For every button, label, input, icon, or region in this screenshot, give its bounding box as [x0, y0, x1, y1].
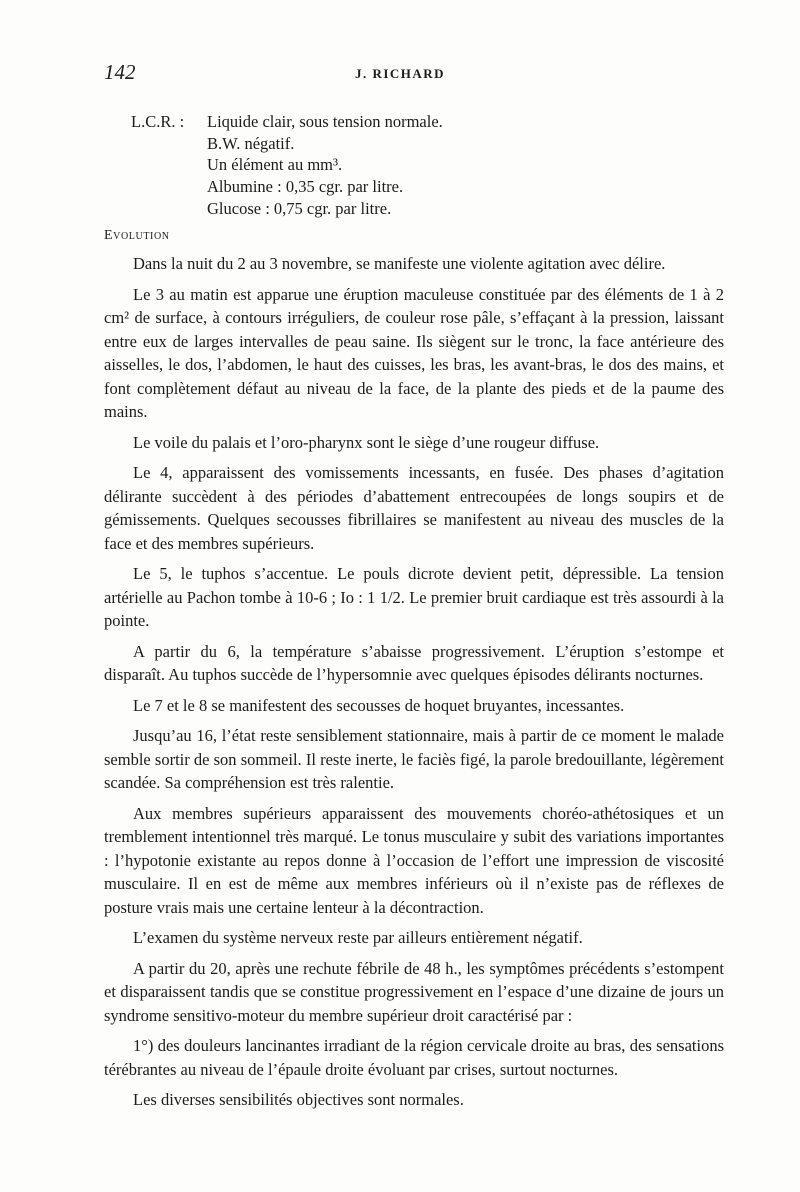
paragraph: Le 3 au matin est apparue une éruption maculeuse constituée par des éléments de 1 à 2 cm² de surface, à contours irréguliers, de couleur rose pâle, s’effaçant à la pression, laissant entre eux de larges intervalles de peau saine. Ils siègent sur le tronc, la face antérieure des aisselles, le dos, l’abdomen, le haut des cuisses, les bras, les avant-bras, le dos des mains, et font complètement défaut au niveau de la face, de la plante des pieds et de la paume des mains.: [104, 284, 724, 421]
lcr-line: Albumine : 0,35 cgr. par litre.: [207, 177, 404, 197]
paragraph: Aux membres supérieurs apparaissent des mouvements choréo-athétosiques et un tremblement intentionnel très marqué. Le tonus musculaire y subit des variations importantes : l’hypotonie existante au repos donne à l’occasion de l’effort une impression de viscosité musculaire. Il en est de même aux membres inférieurs où il n’existe pas de réflexes de posture vrais mais une certaine lenteur à la décontraction.: [104, 803, 724, 917]
page-number: 142: [104, 60, 136, 84]
paragraph: Le voile du palais et l’oro-pharynx sont le siège d’une rougeur diffuse.: [133, 432, 600, 452]
body-text: [104, 252, 724, 1119]
paragraph: Jusqu’au 16, l’état reste sensiblement stationnaire, mais à partir de ce moment le malade semble sortir de son sommeil. Il reste inerte, le faciès figé, la parole bredouillante, légèrement scandée. Sa compréhension est très ralentie.: [104, 726, 724, 792]
paragraph: Le 7 et le 8 se manifestent des secousses de hoquet bruyantes, incessantes.: [133, 695, 625, 715]
paragraph: Le 5, le tuphos s’accentue. Le pouls dicrote devient petit, dépressible. La tension artérielle au Pachon tombe à 10-6 ; Io : 1 1/2. Le premier bruit cardiaque est très assourdi à la pointe.: [104, 564, 724, 630]
paragraph: 1°) des douleurs lancinantes irradiant de la région cervicale droite au bras, des sensations térébrantes au niveau de l’épaule droite évoluant par crises, surtout nocturnes.: [104, 1036, 724, 1079]
paragraph: Dans la nuit du 2 au 3 novembre, se manifeste une violente agitation avec délire.: [133, 254, 666, 273]
paragraph: L’examen du système nerveux reste par ailleurs entièrement négatif.: [133, 928, 583, 947]
paragraph: A partir du 6, la température s’abaisse progressivement. L’éruption s’estompe et disparaît. Au tuphos succède de l’hypersomnie avec quelques épisodes délirants nocturnes.: [104, 641, 724, 684]
section-title: Evolution: [104, 228, 170, 243]
lcr-lines: [207, 111, 443, 220]
paragraph: Le 4, apparaissent des vomissements incessants, en fusée. Des phases d’agitation délirante succèdent à des périodes d’abattement entrecoupées de longs soupirs et de gémissements. Quelques secousses fibrillaires se manifestent au niveau des muscles de la face et des membres supérieurs.: [104, 463, 724, 553]
page-header: [104, 60, 696, 88]
lcr-line: Glucose : 0,75 cgr. par litre.: [207, 198, 392, 218]
lcr-line: Liquide clair, sous tension normale.: [207, 112, 443, 131]
running-head: J. RICHARD: [354, 66, 446, 81]
lcr-label: L.C.R. :: [131, 112, 185, 131]
paragraph: A partir du 20, après une rechute fébrile de 48 h., les symptômes précédents s’estompent et disparaissent tandis que se constitue progressivement en l’espace d’une dizaine de jours un syndrome sensitivo-moteur du membre supérieur droit caractérisé par :: [104, 958, 724, 1025]
lcr-line: B.W. négatif.: [207, 133, 295, 153]
paragraph: Les diverses sensibilités objectives sont normales.: [133, 1090, 464, 1109]
lcr-line: Un élément au mm³.: [207, 155, 343, 175]
